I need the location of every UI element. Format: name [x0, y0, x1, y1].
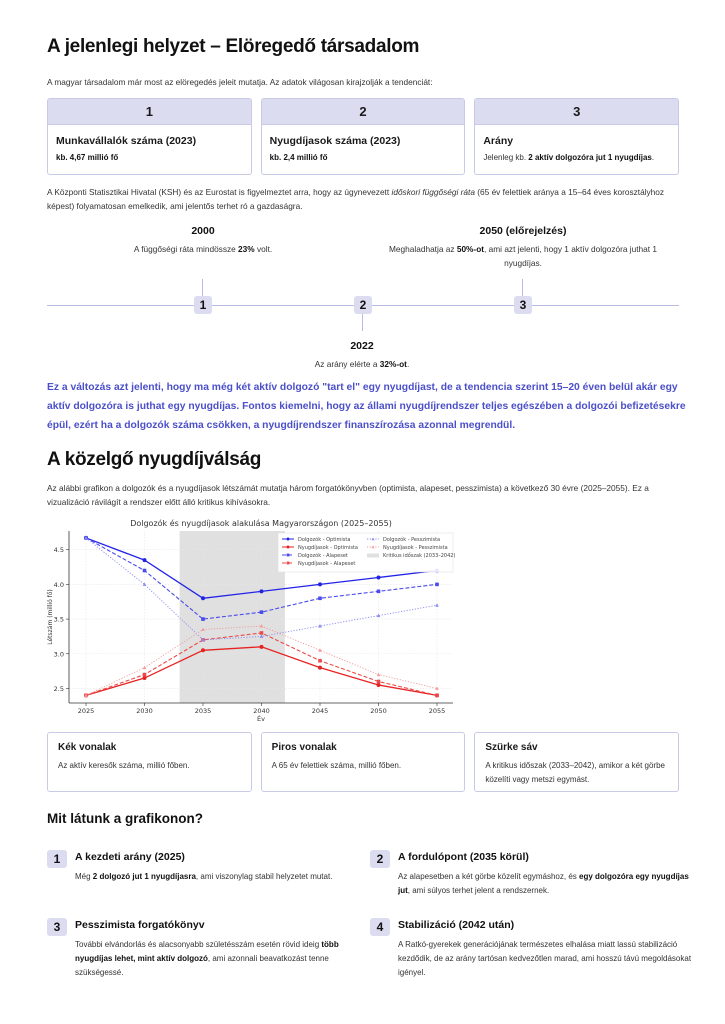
ksh-paragraph: A Központi Statisztikai Hivatal (KSH) és az Eurostat is figyelmeztet arra, hogy az úgynevezett időskori függőségi ráta (65 év felettiek aránya a 15–64 éves korosztályhoz képest) folyamatosan emelkedik, ami jelentős terhet ró a gazdaságra.: [47, 187, 665, 211]
legend-label: Nyugdíjasok - Alapeset: [298, 561, 356, 567]
timeline-year-2050: 2050 (előrejelzés): [479, 225, 567, 237]
card-title: Arány: [483, 135, 514, 147]
intro-text: A magyar társadalom már most az elöregedés jeleit mutatja. Az adatok világosan kirajzolják a tendenciát:: [47, 77, 433, 87]
legend-label: Kritikus időszak (2033–2042): [383, 553, 456, 559]
timeline-stem: [362, 314, 363, 331]
chart-intro-text: Az alábbi grafikon a dolgozók és a nyugdíjasok létszámát mutatja három forgatókönyvben (optimista, alapeset, pesszimista) a következő 30 évre (2025–2055). Ez a vizualizáció rávilágít a rendszer előtt álló kritikus kihívásokra.: [47, 483, 649, 507]
legend-card-title: Piros vonalak: [271, 742, 337, 753]
y-tick-label: 4.5: [53, 546, 64, 555]
insight-desc: További elvándorlás és alacsonyabb születésszám esetén rövid ideig több nyugdíjas lehet, mint aktív dolgozó, ami azonnali beavatkozást tenne szükségessé.: [75, 940, 339, 977]
chart-title: Dolgozók és nyugdíjasok alakulása Magyarországon (2025–2055): [130, 519, 392, 528]
insight-desc: Még 2 dolgozó jut 1 nyugdíjasra, ami viszonylag stabil helyzetet mutat.: [75, 872, 333, 881]
timeline-stem: [522, 279, 523, 297]
timeline-desc-2022: Az arány elérte a 32%-ot.: [314, 359, 410, 369]
legend-card-title: Kék vonalak: [58, 742, 117, 753]
stat-card-workers: [47, 98, 252, 175]
legend-card-desc: A kritikus időszak (2033–2042), amikor a két görbe közelíti vagy metszi egymást.: [485, 761, 665, 784]
x-tick-label: 2050: [370, 707, 387, 715]
section-title-pension-crisis: A közelgő nyugdíjválság: [47, 449, 262, 470]
insight-title: A kezdeti arány (2025): [75, 851, 185, 863]
chart-legend: [278, 533, 455, 572]
chart-svg: [40, 515, 470, 725]
y-tick-label: 3.5: [53, 615, 64, 624]
insight-title: Stabilizáció (2042 után): [398, 919, 515, 931]
card-value: Jelenleg kb. 2 aktív dolgozóra jut 1 nyugdíjas.: [483, 153, 655, 162]
x-tick-label: 2045: [311, 707, 329, 715]
card-number: 3: [475, 99, 678, 125]
timeline-node-3: 3: [514, 296, 532, 314]
timeline-year-2000: 2000: [191, 225, 215, 237]
card-value: kb. 2,4 millió fő: [269, 153, 328, 162]
insight-number: 3: [47, 918, 67, 936]
legend-card-blue: [47, 732, 252, 792]
insight-title: A fordulópont (2035 körül): [398, 851, 529, 863]
legend-card-desc: A 65 év felettiek száma, millió főben.: [271, 761, 402, 770]
legend-label: Dolgozók - Alapeset: [298, 553, 348, 559]
x-axis-label: Év: [257, 715, 265, 723]
critical-period-band: [180, 531, 285, 703]
timeline-stem: [202, 279, 203, 297]
stat-card-pensioners: [261, 98, 466, 175]
y-axis-label: Létszám (millió fő): [47, 589, 54, 645]
legend-card-desc: Az aktív keresők száma, millió főben.: [58, 761, 190, 770]
legend-label: Nyugdíjasok - Optimista: [298, 545, 358, 551]
legend-label: Nyugdíjasok - Pesszimista: [383, 545, 448, 551]
card-title: Nyugdíjasok száma (2023): [269, 135, 401, 147]
legend-label: Dolgozók - Pesszimista: [383, 537, 441, 543]
legend-card-gray: [474, 732, 679, 792]
timeline-desc-2000: A függőségi ráta mindössze 23% volt.: [133, 244, 273, 254]
timeline-node-2: 2: [354, 296, 372, 314]
legend-card-red: [261, 732, 466, 792]
insight-number: 4: [370, 918, 390, 936]
x-tick-label: 2035: [194, 707, 212, 715]
insight-number: 2: [370, 850, 390, 868]
highlight-paragraph: Ez a változás azt jelenti, hogy ma még két aktív dolgozó "tart el" egy nyugdíjast, de a tendencia szerint 15–20 éven belül akár egy aktív dolgozóra is juthat egy nyugdíjas. Fontos kiemelni, hogy az állami nyugdíjrendszer teljes egészében a dolgozói befizetésekre épül, ezért ha a dolgozók száma csökken, a nyugdíjrendszer finanszírozása azonnal megrendül.: [47, 382, 686, 432]
y-tick-label: 4.0: [53, 580, 64, 589]
insight-title: Pesszimista forgatókönyv: [75, 919, 205, 931]
card-value: kb. 4,67 millió fő: [56, 153, 119, 162]
card-number: 2: [262, 99, 465, 125]
stat-card-ratio: [474, 98, 679, 175]
insight-desc: Az alapesetben a két görbe közelít egymáshoz, és egy dolgozóra egy nyugdíjas jut, ami súlyos terhet jelent a rendszernek.: [398, 872, 689, 895]
y-tick-label: 2.5: [53, 684, 64, 693]
card-title: Munkavállalók száma (2023): [56, 135, 197, 147]
page-title: A jelenlegi helyzet – Elöregedő társadalom: [47, 36, 420, 57]
line-chart: [40, 515, 470, 725]
legend-card-title: Szürke sáv: [485, 742, 538, 753]
timeline-year-2022: 2022: [350, 340, 374, 352]
y-tick-label: 3.0: [53, 650, 64, 659]
timeline-node-1: 1: [194, 296, 212, 314]
x-tick-label: 2025: [77, 707, 95, 715]
legend-label: Dolgozók - Optimista: [298, 537, 351, 543]
insight-number: 1: [47, 850, 67, 868]
card-number: 1: [48, 99, 251, 125]
section-title-chart-insights: Mit látunk a grafikonon?: [47, 811, 204, 826]
x-tick-label: 2030: [136, 707, 153, 715]
x-tick-label: 2055: [428, 707, 446, 715]
chart-legend-cards: [47, 732, 679, 792]
x-tick-label: 2040: [253, 707, 270, 715]
timeline-desc-2050: Meghaladhatja az 50%-ot, ami azt jelenti, hogy 1 aktív dolgozóra juthat 1 nyugdíjas.: [389, 244, 657, 268]
insight-desc: A Ratkó-gyerekek generációjának természetes elhalása miatt lassú stabilizáció kezdődik, de az arány tartósan kedvezőtlen marad, ami hosszú távú megoldásokat igényel.: [398, 940, 692, 977]
stat-cards: [47, 98, 679, 175]
